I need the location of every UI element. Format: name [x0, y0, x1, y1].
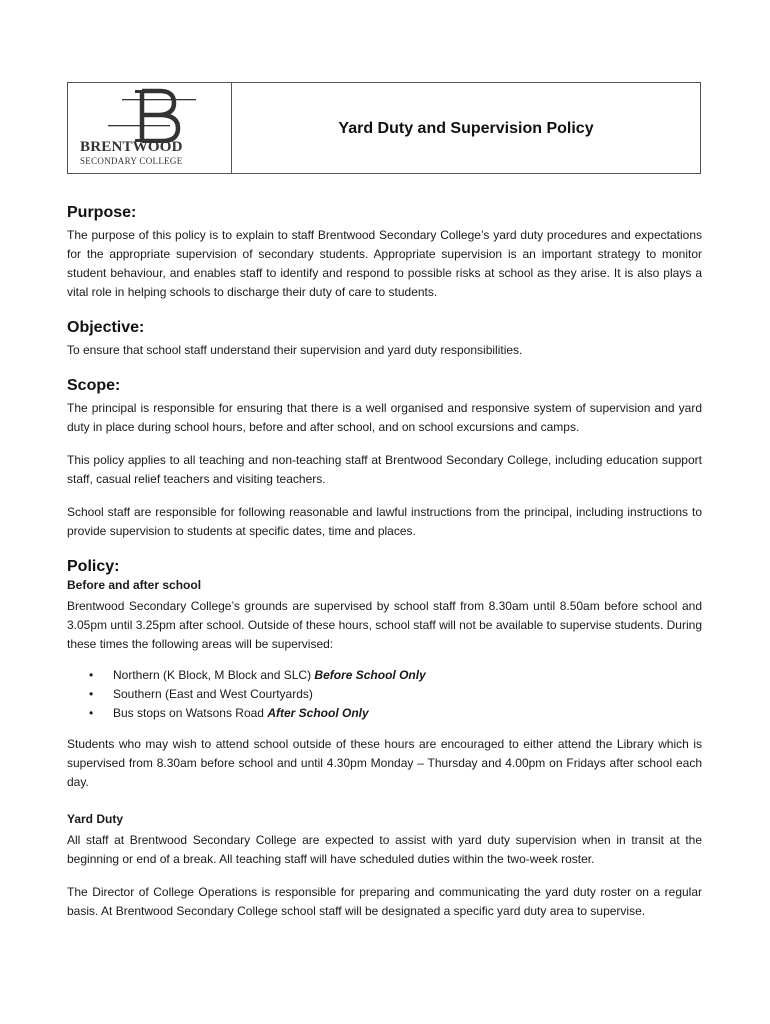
library-text: Students who may wish to attend school outside of these hours are encouraged to either attend the Library which is supervised from 8.30am before school and until 4.30pm Monday – Thursday and 4.00pm on Fridays after school each day. [67, 737, 702, 789]
area-text: Southern (East and West Courtyards) [113, 687, 313, 701]
title-cell [232, 83, 700, 173]
purpose-heading: Purpose: [67, 204, 137, 221]
scope-section [67, 377, 702, 541]
scope-paragraph: This policy applies to all teaching and non-teaching staff at Brentwood Secondary College, including education support staff, casual relief teachers and visiting teachers. [67, 453, 702, 486]
policy-section [67, 558, 702, 921]
list-item [89, 666, 702, 685]
purpose-section [67, 204, 702, 302]
objective-text: To ensure that school staff understand their supervision and yard duty responsibilities. [67, 343, 523, 357]
bullet-icon: • [89, 668, 94, 682]
area-emphasis: After School Only [267, 706, 369, 720]
scope-heading: Scope: [67, 377, 121, 394]
college-b-monogram-icon [102, 87, 202, 143]
logo-name: BRENTWOOD [80, 139, 183, 155]
before-after-text: Brentwood Secondary College’s grounds are supervised by school staff from 8.30am until 8.50am before school and 3.05pm until 3.25pm after school. Outside of these hours, school staff will not be available to supervise students. During these times the following areas will be supervised: [67, 599, 702, 651]
yard-duty-paragraph: The Director of College Operations is responsible for preparing and communicating the yard duty roster on a regular basis. At Brentwood Secondary College school staff will be designated a specific yard duty area to supervise. [67, 885, 702, 918]
supervised-areas-list [67, 666, 702, 723]
list-item [89, 704, 702, 723]
scope-paragraph: School staff are responsible for following reasonable and lawful instructions from the principal, including instructions to provide supervision to students at specific dates, time and places. [67, 505, 702, 538]
policy-heading: Policy: [67, 558, 120, 575]
area-emphasis: Before School Only [314, 668, 426, 682]
purpose-text: The purpose of this policy is to explain to staff Brentwood Secondary College’s yard duty procedures and expectations for the appropriate supervision of secondary students. Appropriate supervision is an important strategy to monitor student behaviour, and enables staff to identify and respond to possible risks at school as they arise. It is also plays a vital role in helping schools to discharge their duty of care to students. [67, 228, 702, 299]
objective-heading: Objective: [67, 319, 145, 336]
college-logo [68, 83, 232, 173]
document-header [67, 82, 701, 174]
document-body [67, 204, 702, 921]
area-text: Bus stops on Watsons Road [113, 706, 268, 720]
yard-duty-subheading: Yard Duty [67, 812, 124, 826]
logo-subtitle: SECONDARY COLLEGE [80, 156, 183, 166]
bullet-icon: • [89, 706, 94, 720]
before-after-subheading: Before and after school [67, 578, 202, 592]
scope-paragraph: The principal is responsible for ensuring that there is a well organised and responsive system of supervision and yard duty in place during school hours, before and after school, and on school excursions and camps. [67, 401, 702, 434]
bullet-icon: • [89, 687, 94, 701]
yard-duty-paragraph: All staff at Brentwood Secondary College are expected to assist with yard duty supervision when in transit at the beginning or end of a break. All teaching staff will have scheduled duties within the two-week roster. [67, 833, 702, 866]
list-item [89, 685, 702, 704]
document-title: Yard Duty and Supervision Policy [338, 120, 594, 137]
objective-section [67, 319, 702, 360]
area-text: Northern (K Block, M Block and SLC) [113, 668, 315, 682]
